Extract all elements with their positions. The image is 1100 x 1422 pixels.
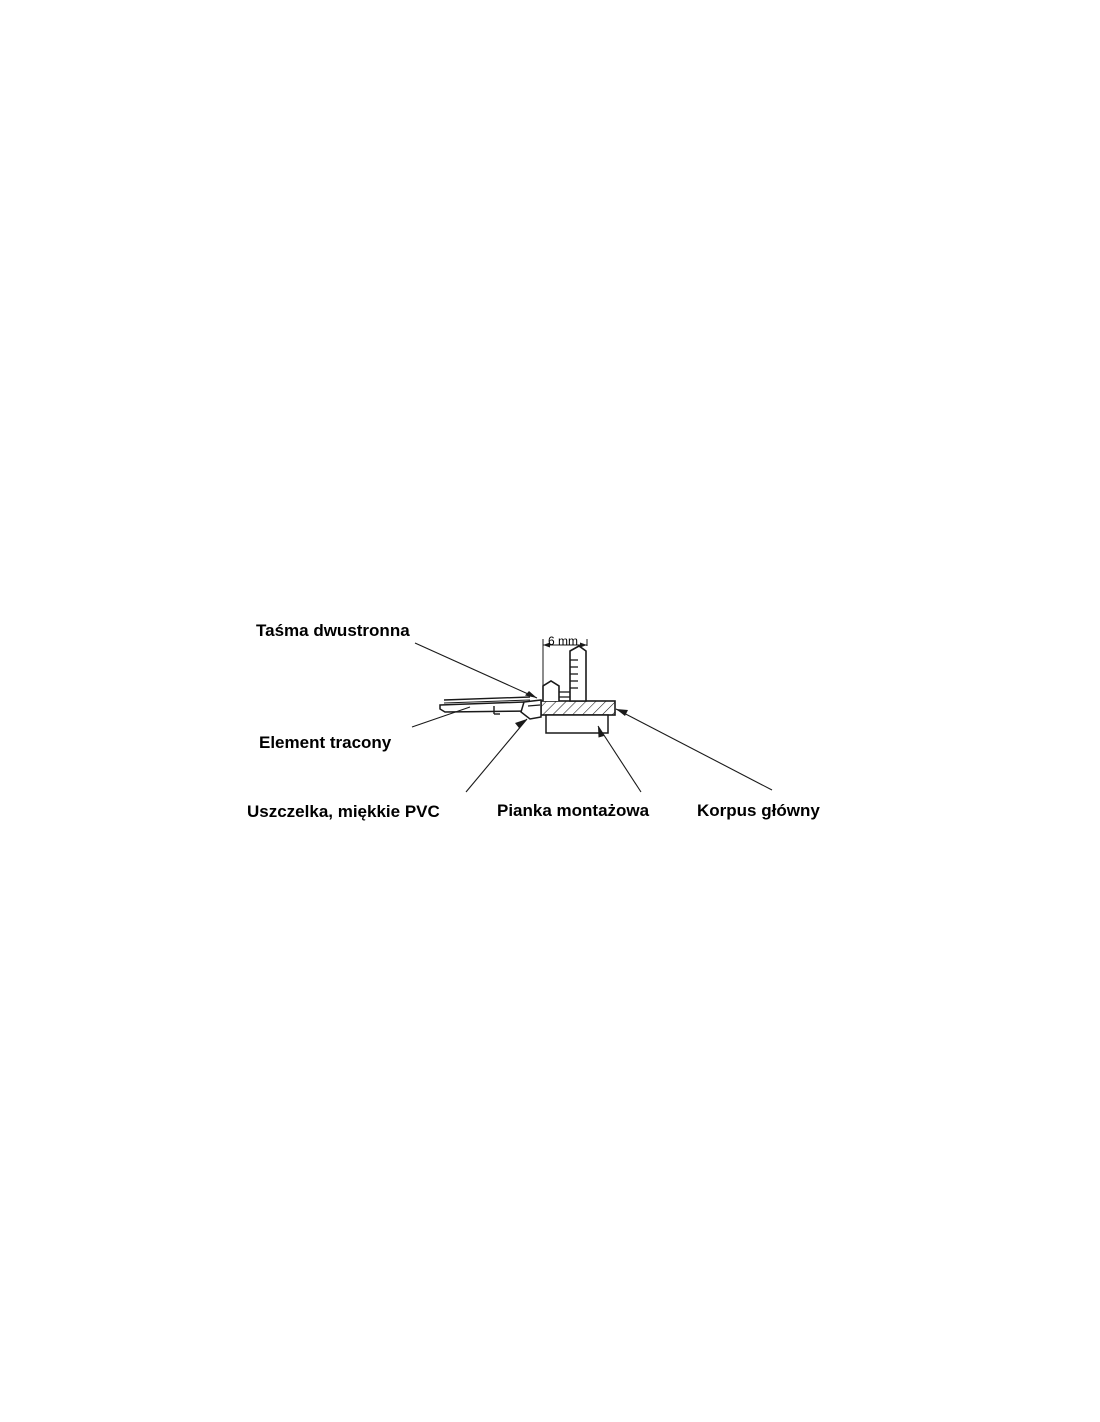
label-gasket: Uszczelka, miękkie PVC bbox=[247, 802, 440, 821]
label-lost-element: Element tracony bbox=[259, 733, 392, 752]
main-body-shape bbox=[541, 701, 615, 715]
clip-rib-shape bbox=[543, 646, 586, 701]
label-tape: Taśma dwustronna bbox=[256, 621, 410, 640]
label-main-body: Korpus główny bbox=[697, 801, 820, 820]
gasket-shape bbox=[521, 700, 541, 719]
label-foam: Pianka montażowa bbox=[497, 801, 650, 820]
dimension-label-6mm: 6 mm bbox=[548, 634, 578, 648]
